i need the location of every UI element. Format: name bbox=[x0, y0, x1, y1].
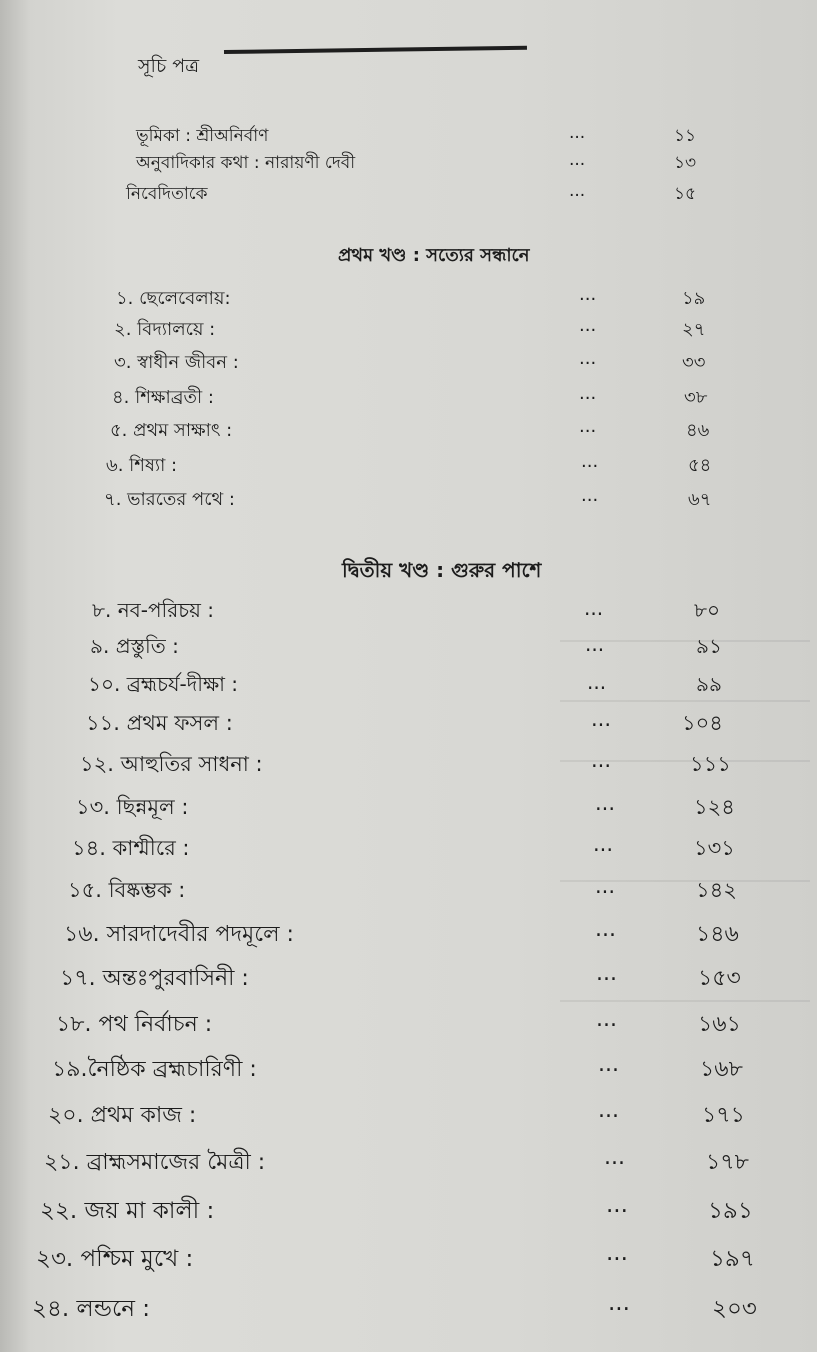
page-number: ১৩১ bbox=[694, 836, 735, 860]
leader-dots: ... bbox=[579, 315, 597, 336]
page-number: ১৩ bbox=[674, 153, 697, 173]
leader-dots: ... bbox=[598, 1052, 619, 1077]
title-rule bbox=[224, 46, 527, 54]
page-number: ১১১ bbox=[690, 752, 731, 776]
entry-label: ভূমিকা : শ্রীঅনির্বাণ bbox=[136, 126, 269, 146]
page-number: ১৯৭ bbox=[710, 1246, 755, 1272]
page-number: ১০৪ bbox=[682, 711, 723, 735]
page-number: ৫৪ bbox=[688, 455, 712, 476]
page-number: ১৬৮ bbox=[700, 1057, 743, 1082]
page-number: ১৫৩ bbox=[698, 966, 741, 991]
chapter-label: ৪. শিক্ষাব্রতী : bbox=[112, 387, 214, 408]
chapter-label: ১৯.নৈষ্ঠিক ব্রহ্মচারিণী : bbox=[52, 1057, 257, 1082]
chapter-label: ৯. প্রস্তুতি : bbox=[90, 634, 179, 658]
page-number: ১১ bbox=[674, 126, 697, 146]
page-number: ৬৭ bbox=[688, 489, 712, 510]
chapter-label: ২. বিদ্যালয়ে : bbox=[114, 319, 216, 340]
page-number: ১৭১ bbox=[702, 1103, 745, 1128]
leader-dots: ... bbox=[579, 348, 597, 369]
page-number: ২০৩ bbox=[712, 1296, 757, 1322]
page-number: ১৫ bbox=[674, 184, 697, 204]
page-number: ৯১ bbox=[696, 634, 722, 658]
leader-dots: ... bbox=[593, 832, 614, 856]
chapter-label: ১৫. বিষ্কম্ভক : bbox=[68, 878, 186, 902]
leader-dots: ... bbox=[596, 1007, 617, 1032]
show-through-line bbox=[560, 700, 810, 702]
leader-dots: ... bbox=[579, 284, 597, 305]
chapter-label: ১. ছেলেবেলায়: bbox=[116, 288, 231, 309]
chapter-label: ১১. প্রথম ফসল : bbox=[86, 711, 233, 735]
page-number: ১৯১ bbox=[708, 1198, 753, 1224]
leader-dots: ... bbox=[591, 748, 612, 772]
chapter-label: ৩. স্বাধীন জীবন : bbox=[114, 352, 239, 373]
part-one-title: প্রথম খণ্ড : সত্যের সন্ধানে bbox=[338, 245, 530, 266]
leader-dots: ... bbox=[596, 961, 617, 986]
page-number: ১৬১ bbox=[698, 1012, 741, 1037]
leader-dots: ... bbox=[581, 451, 599, 472]
chapter-label: ২০. প্রথম কাজ : bbox=[48, 1103, 197, 1128]
leader-dots: ... bbox=[598, 1098, 619, 1123]
entry-label: অনুবাদিকার কথা : নারায়ণী দেবী bbox=[136, 153, 356, 173]
page-number: ৪৬ bbox=[686, 420, 710, 441]
page-number: ১৪২ bbox=[696, 878, 737, 902]
leader-dots: ... bbox=[587, 670, 607, 694]
page-number: ৯৯ bbox=[696, 672, 722, 696]
chapter-label: ৮. নব-পরিচয় : bbox=[92, 598, 214, 622]
leader-dots: ... bbox=[579, 383, 597, 404]
chapter-label: ১৬. সারদাদেবীর পদমূলে : bbox=[64, 922, 294, 947]
page-number: ৮০ bbox=[694, 598, 720, 622]
leader-dots: ... bbox=[595, 917, 616, 942]
page-number: ১৭৮ bbox=[706, 1150, 749, 1175]
show-through-line bbox=[560, 1000, 810, 1002]
toc-title: সূচি পত্র bbox=[138, 55, 200, 77]
leader-dots: ... bbox=[585, 632, 605, 656]
chapter-label: ৬. শিষ্যা : bbox=[106, 455, 178, 476]
page-number: ১২৪ bbox=[694, 795, 735, 819]
chapter-label: ১৮. পথ নির্বাচন : bbox=[56, 1012, 213, 1037]
leader-dots: ... bbox=[606, 1240, 628, 1266]
chapter-label: ১৪. কাশ্মীরে : bbox=[72, 836, 190, 860]
chapter-label: ২২. জয় মা কালী : bbox=[40, 1198, 215, 1224]
chapter-label: ৫. প্রথম সাক্ষাৎ : bbox=[110, 420, 233, 441]
page-number: ৩৮ bbox=[684, 387, 708, 408]
leader-dots: ... bbox=[591, 707, 612, 731]
page-number: ৩৩ bbox=[682, 352, 706, 373]
chapter-label: ১২. আহুতির সাধনা : bbox=[80, 752, 263, 776]
leader-dots: ... bbox=[604, 1145, 625, 1170]
leader-dots: ... bbox=[581, 485, 599, 506]
leader-dots: ... bbox=[595, 874, 616, 898]
leader-dots: ... bbox=[579, 416, 597, 437]
page-number: ২৭ bbox=[682, 319, 706, 340]
page-number: ১৪৬ bbox=[696, 922, 739, 947]
part-two-title: দ্বিতীয় খণ্ড : গুরুর পাশে bbox=[342, 558, 542, 582]
leader-dots: ... bbox=[569, 150, 586, 170]
chapter-label: ২৩. পশ্চিম মুখে : bbox=[36, 1246, 194, 1272]
leader-dots: ... bbox=[608, 1290, 630, 1316]
chapter-label: ৭. ভারতের পথে : bbox=[104, 489, 235, 510]
leader-dots: ... bbox=[584, 596, 604, 620]
leader-dots: ... bbox=[569, 123, 586, 143]
chapter-label: ২১. ব্রাহ্মসমাজের মৈত্রী : bbox=[44, 1150, 266, 1175]
page-number: ১৯ bbox=[682, 288, 706, 309]
chapter-label: ১৩. ছিন্নমূল : bbox=[76, 795, 189, 819]
chapter-label: ২৪. লন্ডনে : bbox=[32, 1296, 151, 1322]
leader-dots: ... bbox=[595, 791, 616, 815]
leader-dots: ... bbox=[569, 181, 586, 201]
leader-dots: ... bbox=[606, 1192, 628, 1218]
entry-label: নিবেদিতাকে bbox=[126, 184, 208, 204]
chapter-label: ১০. ব্রহ্মচর্য-দীক্ষা : bbox=[88, 672, 239, 696]
chapter-label: ১৭. অন্তঃপুরবাসিনী : bbox=[60, 966, 249, 991]
